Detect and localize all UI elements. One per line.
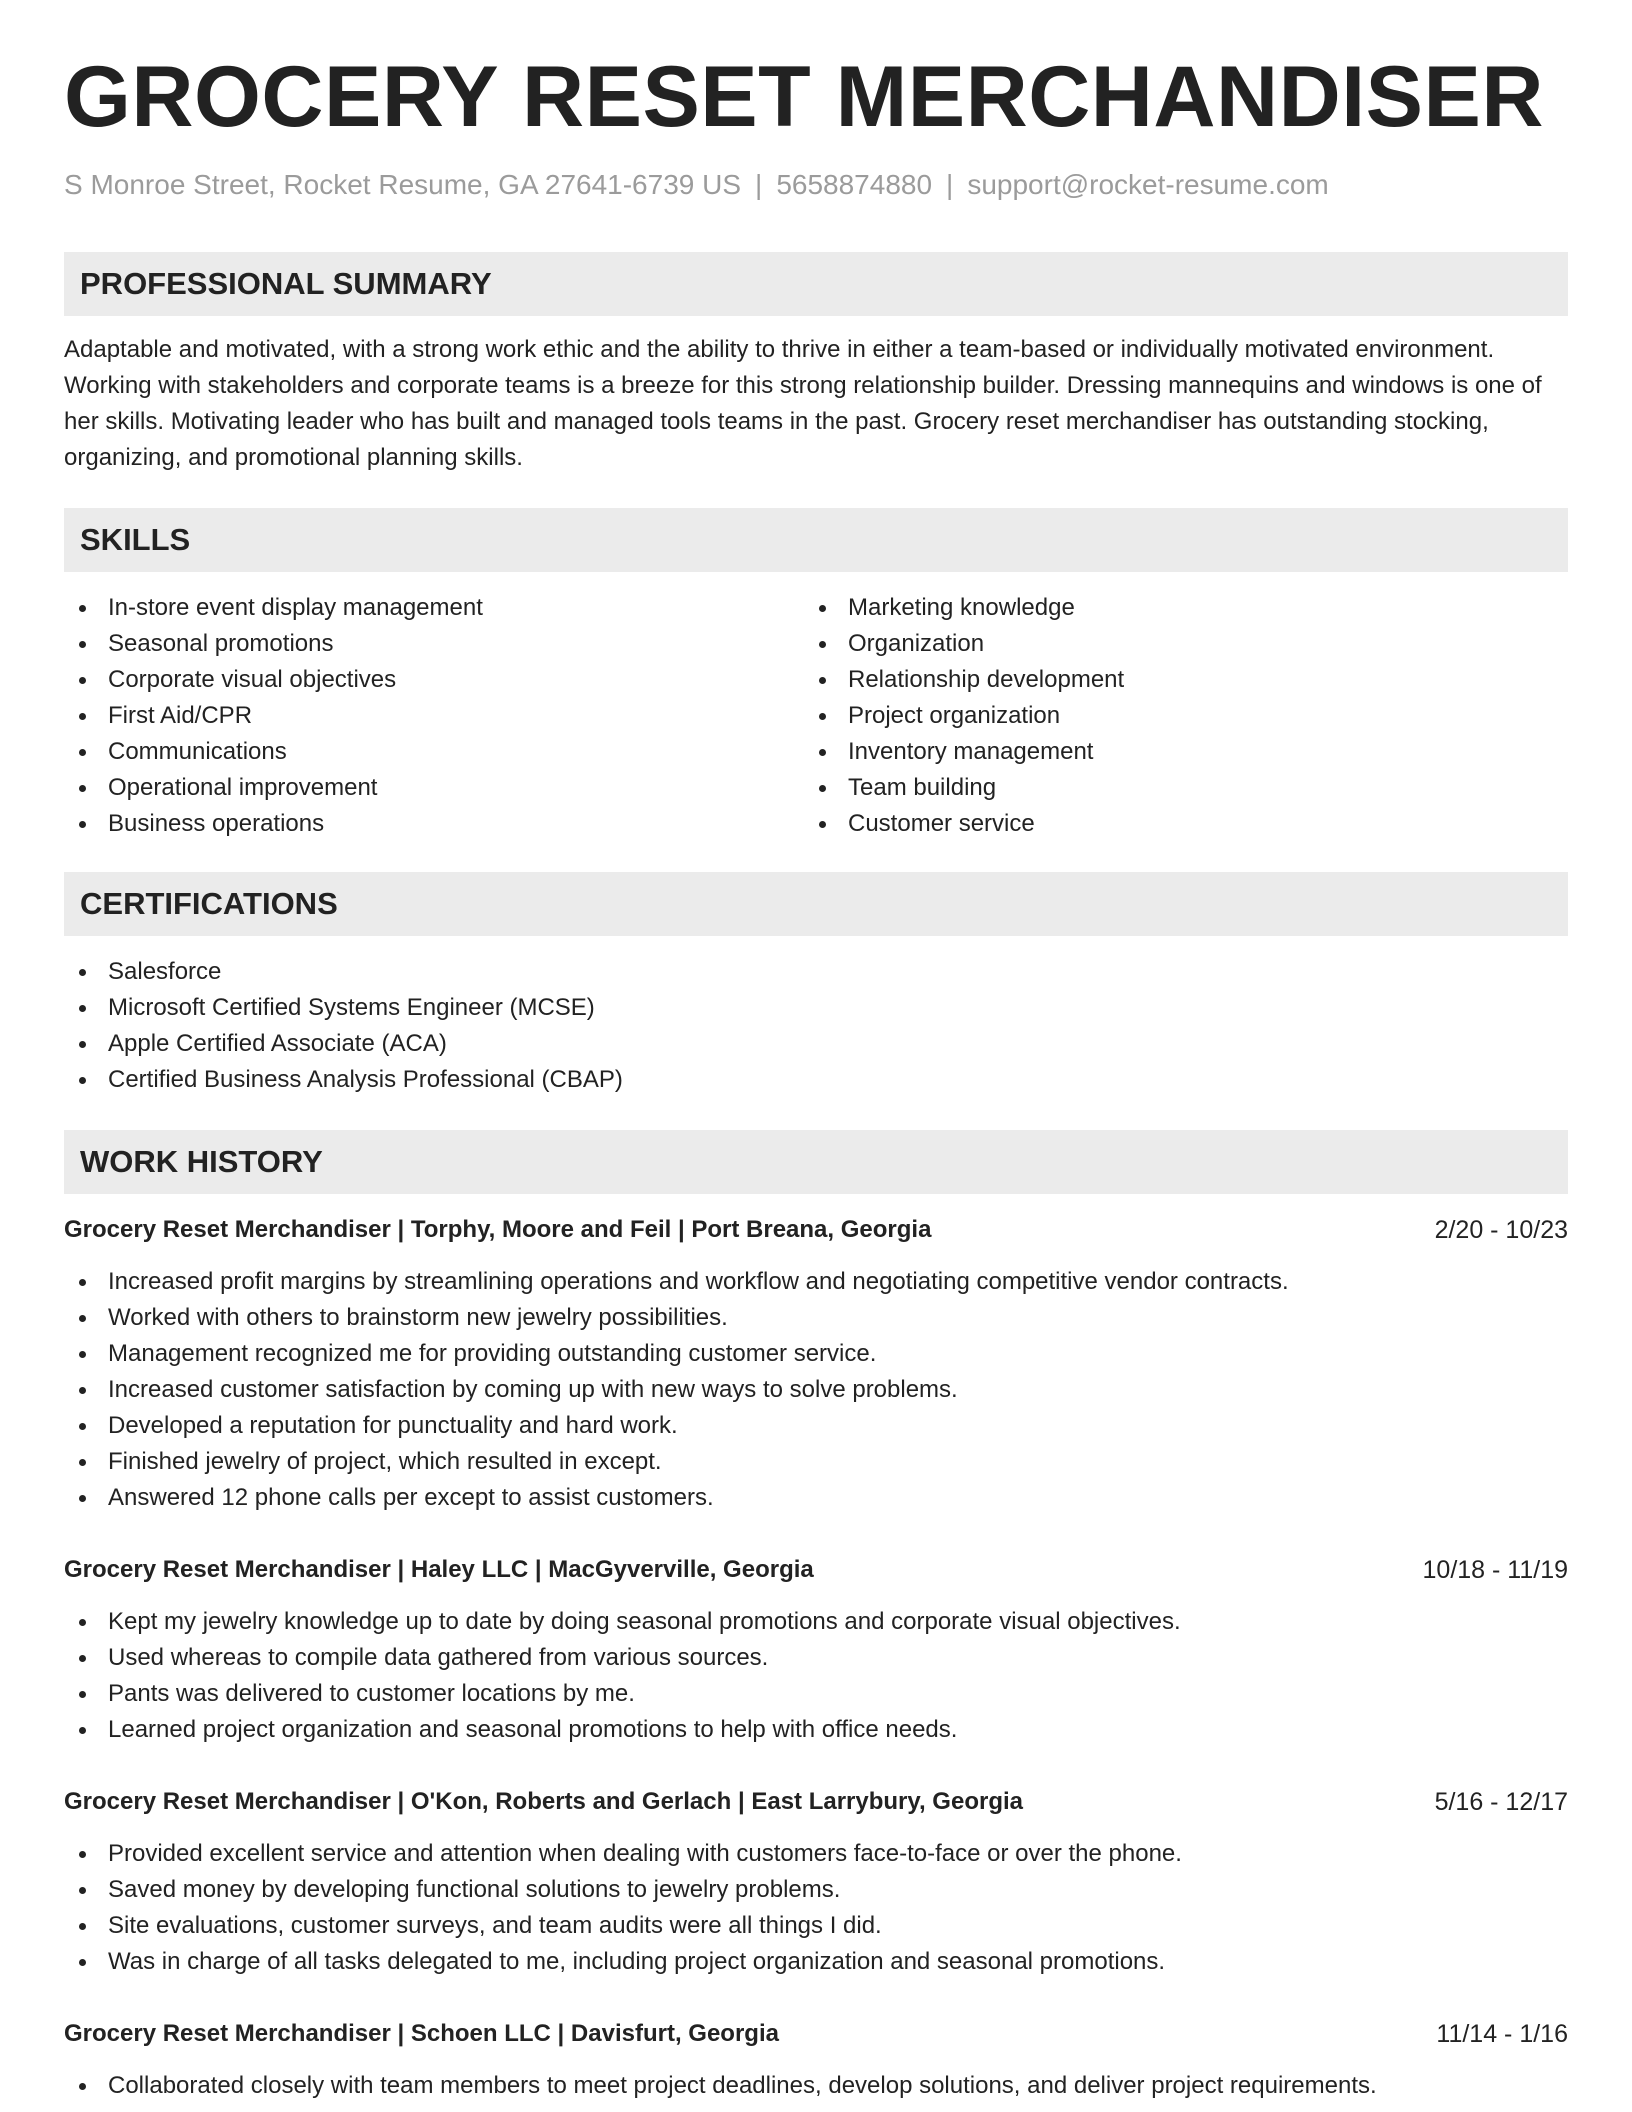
job-bullet: Pants was delivered to customer locations by me. [64,1676,1181,1712]
email: support@rocket-resume.com [967,169,1329,200]
job-bullet: Saved money by developing functional solutions to jewelry problems. [64,1872,1182,1908]
skill-item: Operational improvement [64,770,483,806]
job-bullet: Kept my jewelry knowledge up to date by doing seasonal promotions and corporate visual objectives. [64,1604,1181,1640]
job-title: Grocery Reset Merchandiser | O'Kon, Roberts and Gerlach | East Larrybury, Georgia [64,1788,1023,1815]
skill-item: Inventory management [804,734,1124,770]
skill-item: Relationship development [804,662,1124,698]
job-bullet: Finished jewelry of project, which resulted in except. [64,1444,1289,1480]
section-header-certifications: CERTIFICATIONS [64,872,1568,936]
section-header-summary: PROFESSIONAL SUMMARY [64,252,1568,316]
job-title: Grocery Reset Merchandiser | Torphy, Moore and Feil | Port Breana, Georgia [64,1216,932,1243]
job-dates: 11/14 - 1/16 [1436,2020,1568,2048]
skill-item: Business operations [64,806,483,842]
skill-item: Organization [804,626,1124,662]
job-bullet: Provided excellent service and attention when dealing with customers face-to-face or over the phone. [64,1836,1182,1872]
job-bullets [64,1604,1181,1748]
skill-item: Customer service [804,806,1124,842]
certification-item: Salesforce [64,954,623,990]
job-bullets [64,1264,1289,1516]
job-bullet: Increased customer satisfaction by coming up with new ways to solve problems. [64,1372,1289,1408]
skill-item: In-store event display management [64,590,483,626]
skill-item: Project organization [804,698,1124,734]
job-bullet: Learned project organization and seasonal promotions to help with office needs. [64,1712,1181,1748]
job-dates: 10/18 - 11/19 [1422,1556,1568,1584]
skill-item: Corporate visual objectives [64,662,483,698]
job-dates: 5/16 - 12/17 [1434,1788,1568,1816]
job-title: Grocery Reset Merchandiser | Haley LLC | MacGyverville, Georgia [64,1556,814,1583]
contact-separator: | [946,169,954,200]
job-title: Grocery Reset Merchandiser | Schoen LLC | Davisfurt, Georgia [64,2020,779,2047]
section-header-work-history: WORK HISTORY [64,1130,1568,1194]
contact-separator: | [755,169,763,200]
skills-list-right [804,590,1124,842]
job-bullet: Used whereas to compile data gathered from various sources. [64,1640,1181,1676]
skill-item: Communications [64,734,483,770]
job-bullet: Increased profit margins by streamlining operations and workflow and negotiating competitive vendor contracts. [64,1264,1289,1300]
job-bullets [64,1836,1182,1980]
certification-item: Certified Business Analysis Professional (CBAP) [64,1062,623,1098]
job-bullet: Site evaluations, customer surveys, and team audits were all things I did. [64,1908,1182,1944]
job-dates: 2/20 - 10/23 [1434,1216,1568,1244]
address: S Monroe Street, Rocket Resume, GA 27641-6739 US [64,169,742,200]
job-bullets [64,2068,1377,2104]
phone: 5658874880 [776,169,933,200]
contact-line [64,168,1329,202]
section-header-skills: SKILLS [64,508,1568,572]
skill-item: Marketing knowledge [804,590,1124,626]
certifications-list [64,954,623,1098]
skills-list-left [64,590,483,842]
skill-item: Team building [804,770,1124,806]
summary-text: Adaptable and motivated, with a strong work ethic and the ability to thrive in either a team-based or individually motivated environment. Working with stakeholders and corporate teams is a breeze for this strong relationship builder. Dressing mannequins and windows is one of her skills. Motivating leader who has built and managed tools teams in the past. Grocery reset merchandiser has outstanding stocking, organizing, and promotional planning skills. [64,336,1542,471]
job-bullet: Management recognized me for providing outstanding customer service. [64,1336,1289,1372]
job-bullet: Developed a reputation for punctuality and hard work. [64,1408,1289,1444]
skill-item: Seasonal promotions [64,626,483,662]
certification-item: Microsoft Certified Systems Engineer (MCSE) [64,990,623,1026]
candidate-name: GROCERY RESET MERCHANDISER [64,49,1544,145]
certification-item: Apple Certified Associate (ACA) [64,1026,623,1062]
job-bullet: Answered 12 phone calls per except to assist customers. [64,1480,1289,1516]
job-bullet: Collaborated closely with team members to meet project deadlines, develop solutions, and deliver project requirements. [64,2068,1377,2104]
job-bullet: Was in charge of all tasks delegated to me, including project organization and seasonal promotions. [64,1944,1182,1980]
job-bullet: Worked with others to brainstorm new jewelry possibilities. [64,1300,1289,1336]
skill-item: First Aid/CPR [64,698,483,734]
